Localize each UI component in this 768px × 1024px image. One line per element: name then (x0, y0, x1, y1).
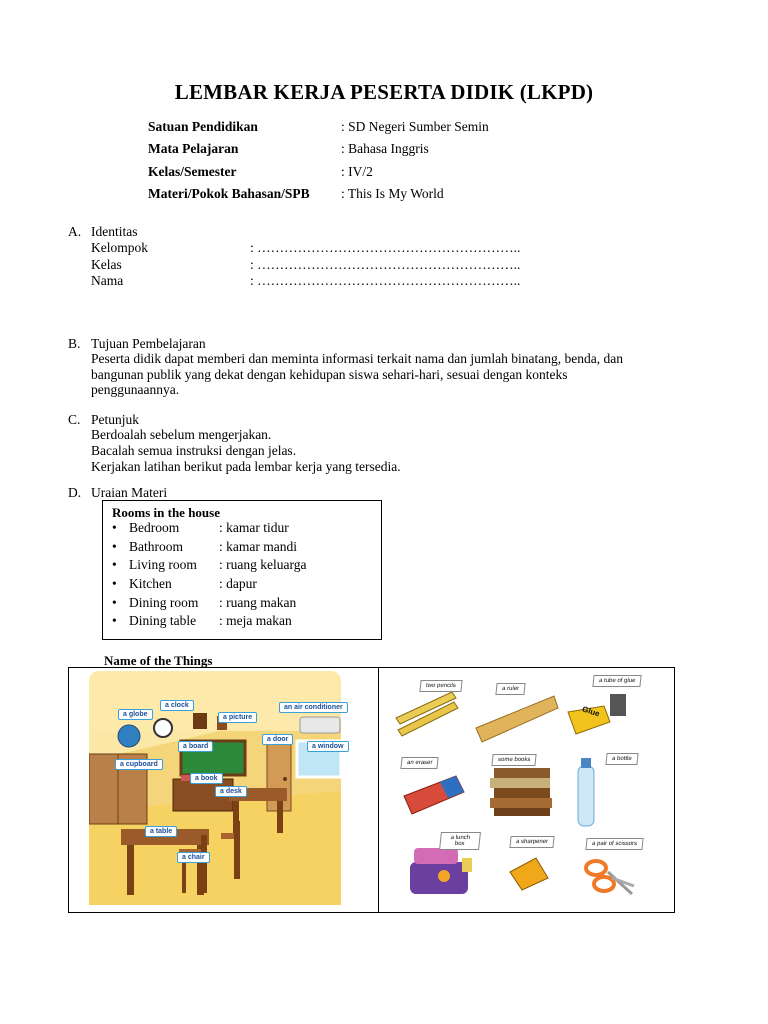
label-table: a table (145, 826, 177, 837)
paragraph-line: penggunaannya. (91, 382, 180, 397)
label-clock: a clock (160, 700, 194, 711)
meta-value: : Bahasa Inggris (341, 141, 429, 156)
room-translation: : dapur (219, 576, 257, 591)
label-cupboard: a cupboard (115, 759, 163, 770)
room-translation: : meja makan (219, 613, 292, 628)
room-translation: : kamar mandi (219, 539, 297, 554)
label-chair: a chair (177, 852, 210, 863)
label-bottle: a bottle (605, 753, 638, 765)
meta-value: : SD Negeri Sumber Semin (341, 119, 489, 134)
eraser-icon (404, 776, 464, 814)
bullet-icon: • (112, 595, 117, 610)
objects-image (390, 672, 668, 908)
meta-key: Mata Pelajaran (148, 141, 239, 156)
field-blank-nama[interactable]: : ………………………………………………….. (250, 273, 521, 288)
glue-tube-text: Glue (581, 704, 601, 719)
sharpener-icon (510, 858, 548, 890)
label-lunch-box: a lunch box (439, 832, 481, 850)
label-globe: a globe (118, 709, 153, 720)
label-picture: a picture (218, 712, 257, 723)
room-translation: : ruang makan (219, 595, 297, 610)
paragraph-line: bangunan publik yang dekat dengan kehidupan siswa sehari-hari, sesuai dengan konteks (91, 367, 568, 382)
page-title: LEMBAR KERJA PESERTA DIDIK (LKPD) (174, 80, 594, 104)
field-blank-kelompok[interactable]: : ………………………………………………….. (250, 240, 521, 255)
things-title: Name of the Things (104, 653, 213, 668)
field-label-kelas: Kelas (91, 257, 122, 272)
instruction-line: Kerjakan latihan berikut pada lembar kerja yang tersedia. (91, 459, 401, 474)
room-name: Bathroom (129, 539, 183, 554)
scissors-icon (586, 861, 634, 894)
room-name: Bedroom (129, 520, 180, 535)
meta-key: Materi/Pokok Bahasan/SPB (148, 186, 310, 201)
label-door: a door (262, 734, 293, 745)
meta-value: : This Is My World (341, 186, 444, 201)
room-translation: : kamar tidur (219, 520, 289, 535)
meta-value: : IV/2 (341, 164, 373, 179)
bullet-icon: • (112, 557, 117, 572)
field-label-kelompok: Kelompok (91, 240, 148, 255)
ruler-icon (476, 696, 558, 742)
rooms-box (102, 500, 382, 640)
bottle-icon (578, 758, 594, 826)
rooms-title: Rooms in the house (112, 505, 220, 520)
bullet-icon: • (112, 576, 117, 591)
section-letter: A. (68, 224, 82, 239)
label-tube-of-glue: a tube of glue (592, 675, 642, 687)
table-divider (378, 667, 379, 912)
bullet-icon: • (112, 520, 117, 535)
lunch-box-icon (410, 848, 472, 894)
room-name: Kitchen (129, 576, 172, 591)
label-desk: a desk (215, 786, 247, 797)
section-heading: Uraian Materi (91, 485, 168, 500)
room-name: Living room (129, 557, 197, 572)
section-letter: D. (68, 485, 82, 500)
section-heading: Tujuan Pembelajaran (91, 336, 206, 351)
field-label-nama: Nama (91, 273, 124, 288)
paragraph-line: Peserta didik dapat memberi dan meminta informasi terkait nama dan jumlah binatang, benda, dan (91, 351, 623, 366)
room-name: Dining table (129, 613, 197, 628)
section-letter: C. (68, 412, 81, 427)
books-icon (490, 768, 552, 816)
meta-key: Satuan Pendidikan (148, 119, 258, 134)
meta-key: Kelas/Semester (148, 164, 237, 179)
field-blank-kelas[interactable]: : ………………………………………………….. (250, 257, 521, 272)
label-some-books: some books (491, 754, 537, 766)
section-heading: Petunjuk (91, 412, 140, 427)
label-board: a board (178, 741, 213, 752)
label-book: a book (190, 773, 223, 784)
section-heading: Identitas (91, 224, 138, 239)
label-ruler: a ruler (495, 683, 525, 695)
instruction-line: Berdoalah sebelum mengerjakan. (91, 427, 272, 442)
objects-illustration (390, 672, 668, 908)
pencils-icon (396, 692, 458, 736)
bullet-icon: • (112, 613, 117, 628)
label-pair-of-scissors: a pair of scissors (585, 838, 643, 850)
instruction-line: Bacalah semua instruksi dengan jelas. (91, 443, 297, 458)
section-letter: B. (68, 336, 81, 351)
label-window: a window (307, 741, 349, 752)
bullet-icon: • (112, 539, 117, 554)
label-sharpener: a sharpener (509, 836, 554, 848)
room-name: Dining room (129, 595, 199, 610)
label-eraser: an eraser (400, 757, 439, 769)
label-air-conditioner: an air conditioner (279, 702, 348, 713)
label-two-pencils: two pencils (419, 680, 462, 692)
room-translation: : ruang keluarga (219, 557, 307, 572)
